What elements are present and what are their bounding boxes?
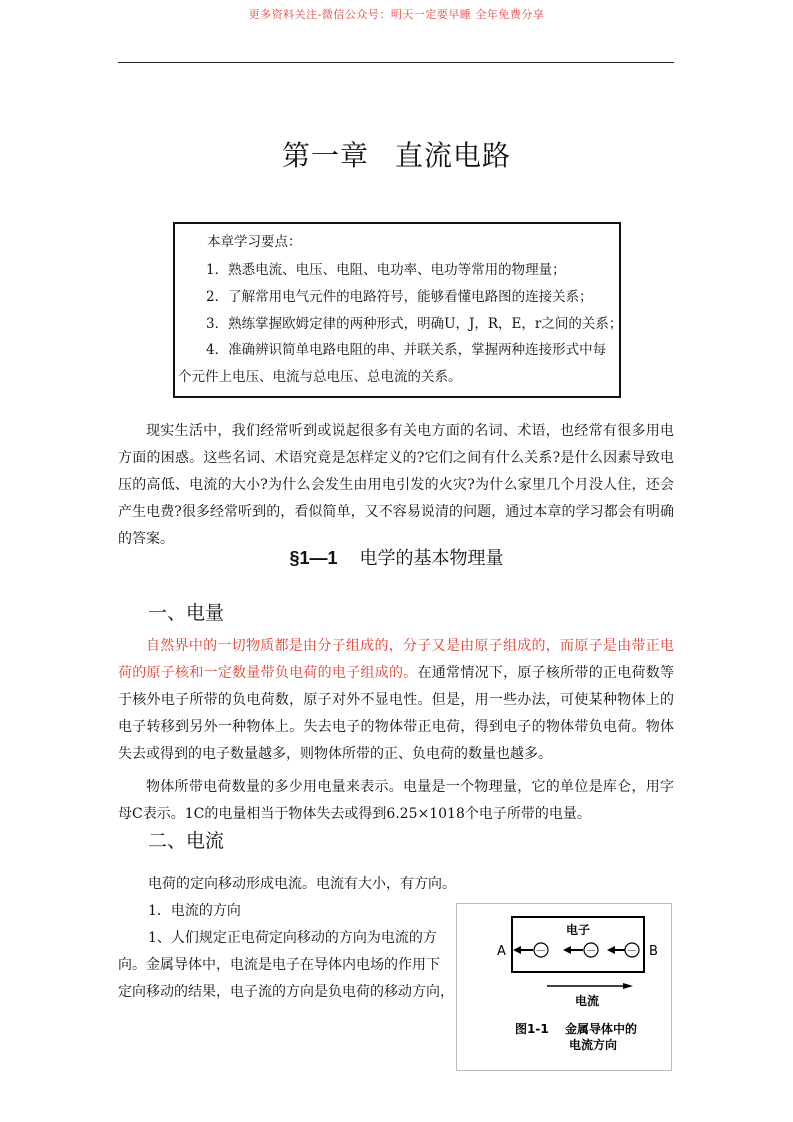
figure-caption-line-2: 电流方向 [569, 1038, 618, 1052]
figure-diagram [457, 904, 671, 1070]
key-point-1: 1．熟悉电流、电压、电阻、电功率、电功等常用的物理量； [206, 262, 566, 278]
top-banner: 更多资料关注-微信公众号：明天一定要早睡 全年免费分享 [248, 8, 545, 21]
heading-current: 二、电流 [148, 830, 225, 852]
key-point-3: 3．熟练掌握欧姆定律的两种形式，明确U，J，R，E，r之间的关系； [206, 316, 623, 332]
electron-sign-3: － [626, 944, 638, 957]
charge-highlight: 自然界中的一切物质都是由分子组成的，分子又是由原子组成的，而原子是由带正电荷的原子核和一定数量带负电荷的电子组成的。 [118, 638, 674, 681]
figure-1-1 [456, 903, 672, 1071]
charge-para1-rest: 在通常情况下，原子核所带的正电荷数等于核外电子所带的负电荷数，原子对外不显电性。但是，用一些办法，可使某种物体上的电子转移到另外一种物体上。失去电子的物体带正电荷，得到电子的物体带负电荷。物体失去或得到的电子数量越多，则物体所带的正、负电荷的数量也越多。 [118, 665, 675, 762]
charge-paragraph-2: 物体所带电荷数量的多少用电量来表示。电量是一个物理量，它的单位是库仑，用字母C表示。1C的电量相当于物体失去或得到6.25×1018个电子所带的电量。 [118, 779, 674, 822]
terminal-a-label: A [497, 944, 506, 959]
figure-caption-line-1: 金属导体中的 [565, 1022, 638, 1036]
electron-arrow-3 [607, 943, 639, 957]
charge-paragraph-1 [118, 633, 674, 768]
figure-caption-number: 图1-1 [515, 1022, 549, 1036]
chapter-title [0, 134, 793, 174]
key-points-box [173, 222, 621, 398]
current-arrow [547, 983, 633, 989]
intro-paragraph: 现实生活中，我们经常听到或说起很多有关电方面的名词、术语，也经常有很多用电方面的困惑。这些名词、术语究竟是怎样定义的?它们之间有什么关系?是什么因素导致电压的高低、电流的大小?为什么会发生由用电引发的火灾?为什么家里几个月没人住，还会产生电费?很多经常听到的，看似简单，又不容易说清的问题，通过本章的学习都会有明确的答案。 [118, 423, 674, 547]
header-rule [118, 62, 674, 63]
section-title: 电学的基本物理量 [359, 548, 504, 569]
section-heading [0, 544, 793, 570]
electron-label: 电子 [566, 923, 591, 937]
current-line-3: 1、人们规定正电荷定向移动的方向为电流的方 [148, 930, 437, 946]
current-line-5: 定向移动的结果，电子流的方向是负电荷的移动方向， [118, 984, 454, 1000]
electron-arrow-2 [563, 943, 598, 957]
chapter-number: 第一章 [281, 139, 369, 172]
electron-sign-1: － [535, 944, 547, 957]
key-point-4a: 4．准确辨识简单电路电阻的串、并联关系，掌握两种连接形式中每 [206, 342, 607, 358]
electron-sign-2: － [585, 944, 597, 957]
section-number: §1—1 [289, 548, 338, 568]
terminal-b-label: B [649, 944, 658, 959]
current-line-1: 电荷的定向移动形成电流。电流有大小，有方向。 [148, 876, 456, 892]
key-point-4b: 个元件上电压、电流与总电压、总电流的关系。 [178, 369, 462, 385]
chapter-name: 直流电路 [395, 139, 512, 172]
key-points-heading: 本章学习要点： [207, 234, 302, 250]
heading-charge: 一、电量 [148, 602, 225, 624]
key-point-2: 2．了解常用电气元件的电路符号，能够看懂电路图的连接关系； [206, 289, 593, 305]
current-line-4: 向。金属导体中，电流是电子在导体内电场的作用下 [118, 957, 440, 973]
current-line-2: 1．电流的方向 [148, 903, 241, 919]
electron-arrow-1 [513, 943, 548, 957]
current-label: 电流 [575, 994, 600, 1008]
